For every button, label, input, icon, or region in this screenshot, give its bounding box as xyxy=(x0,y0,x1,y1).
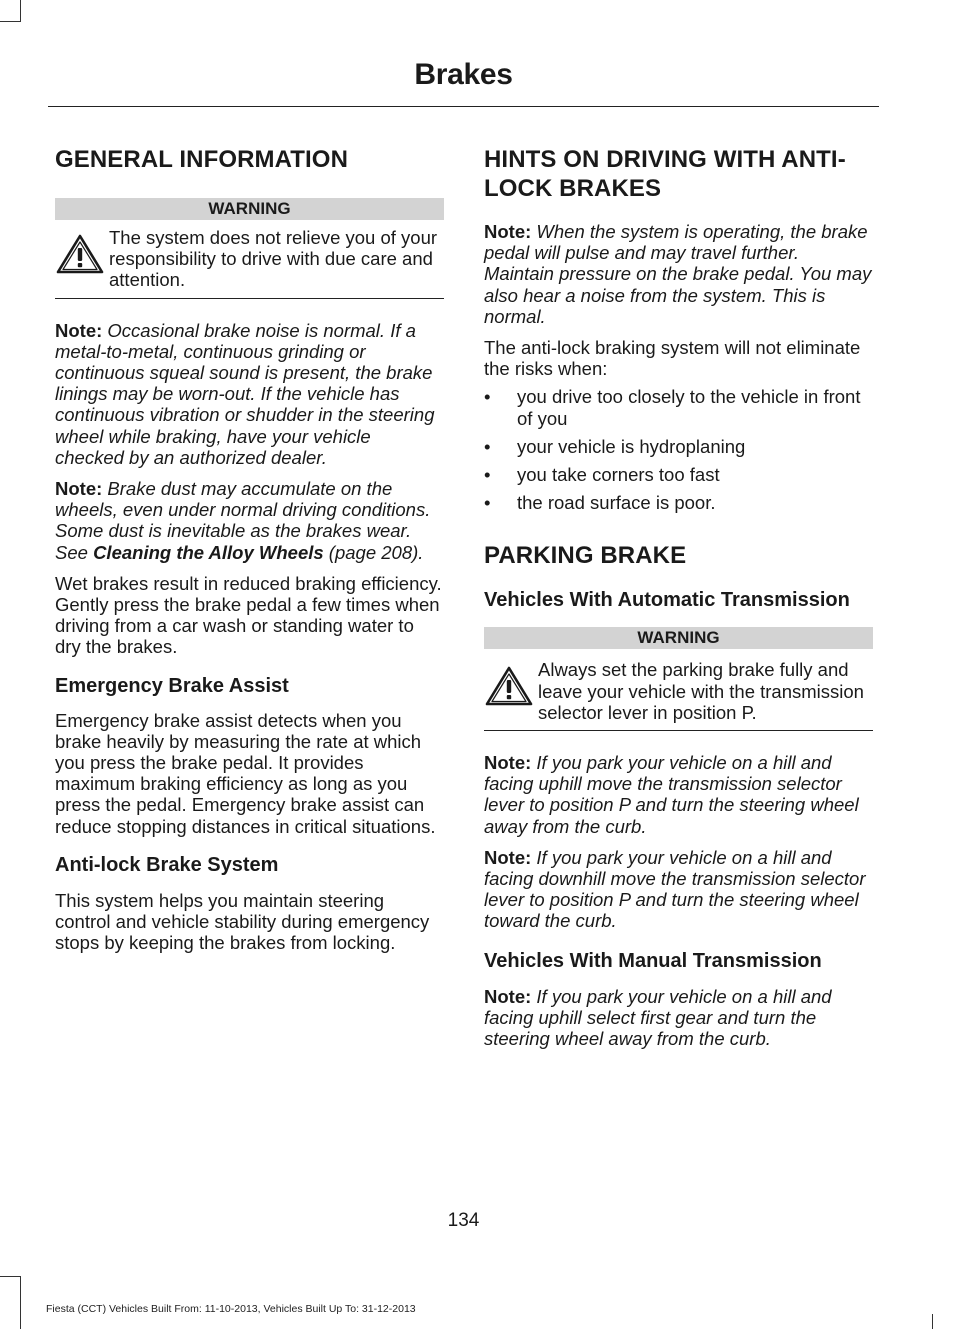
note-brake-dust xyxy=(55,478,444,563)
warning-box xyxy=(484,649,873,730)
section-title-anti-lock-hints: HINTS ON DRIVING WITH ANTI-LOCK BRAKES xyxy=(484,146,846,202)
paragraph-anti-lock-brake-system: This system helps you maintain steering control and vehicle stability during emergency stops by keeping the brakes from locking. xyxy=(55,889,430,954)
note-text: If you park your vehicle on a hill and facing uphill select first gear and turn the steering wheel away from the curb. xyxy=(484,985,832,1050)
bullet: • xyxy=(484,464,491,486)
note-park-downhill-automatic xyxy=(484,847,873,932)
list-item-text: you drive too closely to the vehicle in front of you xyxy=(517,386,861,429)
warning-triangle-icon xyxy=(55,233,105,275)
crop-mark xyxy=(932,1314,933,1329)
crop-mark xyxy=(0,21,20,22)
list-item xyxy=(484,464,873,485)
heading-anti-lock-brake-system: Anti-lock Brake System xyxy=(55,853,279,876)
crop-mark xyxy=(20,1276,21,1329)
note-label: Note: xyxy=(55,478,103,500)
note-label: Note: xyxy=(484,985,532,1007)
paragraph-emergency-brake-assist: Emergency brake assist detects when you brake heavily by measuring the rate at which you press the brake pedal. It provides maximum braking efficiency as long as you press the pedal. Emergency brake assist can reduce stopping distances in critical situations. xyxy=(55,709,436,837)
bullet: • xyxy=(484,492,491,514)
list-item xyxy=(484,492,873,513)
list-item xyxy=(484,436,873,457)
heading-manual-transmission: Vehicles With Manual Transmission xyxy=(484,949,822,972)
note-park-uphill-automatic xyxy=(484,752,873,837)
note-label: Note: xyxy=(484,221,532,242)
note-anti-lock-operation xyxy=(484,221,873,327)
risk-list xyxy=(484,386,873,513)
section-title-general-information: GENERAL INFORMATION xyxy=(55,146,349,173)
title-divider xyxy=(48,106,879,107)
warning-box xyxy=(55,220,444,298)
note-text: (page 208). xyxy=(323,541,424,563)
paragraph-anti-lock-intro: The anti-lock braking system will not eliminate the risks when: xyxy=(484,337,861,380)
warning-label: WARNING xyxy=(484,627,873,649)
paragraph-wet-brakes: Wet brakes result in reduced braking efficiency. Gently press the brake pedal a few times when driving from a car wash or standing water to dry the brakes. xyxy=(55,572,442,658)
list-item-text: you take corners too fast xyxy=(517,464,720,486)
crop-mark xyxy=(20,0,21,22)
warning-text: Always set the parking brake fully and leave your vehicle with the transmission selector lever in position P. xyxy=(538,659,864,723)
note-park-uphill-manual xyxy=(484,986,873,1050)
heading-automatic-transmission: Vehicles With Automatic Transmission xyxy=(484,589,850,612)
cross-reference-link[interactable]: Cleaning the Alloy Wheels xyxy=(93,541,324,563)
page-title: Brakes xyxy=(414,58,513,91)
note-text: Brake dust may accumulate on the wheels, even under normal driving conditions. Some dust is inevitable as the brakes wear. See xyxy=(55,478,431,563)
page-number: 134 xyxy=(447,1210,480,1231)
left-column xyxy=(55,145,444,953)
note-label: Note: xyxy=(55,319,103,341)
warning-label: WARNING xyxy=(55,198,444,220)
right-column xyxy=(484,145,873,1049)
bullet: • xyxy=(484,435,491,457)
note-text: When the system is operating, the brake pedal will pulse and may travel further. Maintain pressure on the brake pedal. You may also hear a noise from the system. This is normal. xyxy=(484,221,872,327)
bullet: • xyxy=(484,386,491,408)
note-text: If you park your vehicle on a hill and facing downhill move the transmission selector lever to position P and turn the steering wheel toward the curb. xyxy=(484,846,866,932)
footer-vehicle-info: Fiesta (CCT) Vehicles Built From: 11-10-2013, Vehicles Built Up To: 31-12-2013 xyxy=(46,1303,416,1315)
list-item-text: the road surface is poor. xyxy=(517,492,716,514)
warning-text: The system does not relieve you of your responsibility to drive with due care and attention. xyxy=(109,227,438,291)
section-title-parking-brake: PARKING BRAKE xyxy=(484,542,687,570)
list-item xyxy=(484,386,873,428)
note-text: Occasional brake noise is normal. If a metal-to-metal, continuous grinding or continuous squeal sound is present, the brake linings may be worn-out. If the vehicle has continuous vibration or shudder in the steering wheel while braking, have your vehicle checked by an authorized dealer. xyxy=(55,319,435,468)
note-label: Note: xyxy=(484,752,532,774)
heading-emergency-brake-assist: Emergency Brake Assist xyxy=(55,674,289,697)
note-text: If you park your vehicle on a hill and facing uphill move the transmission selector lever to position P and turn the steering wheel away from the curb. xyxy=(484,752,859,837)
crop-mark xyxy=(0,1276,20,1277)
warning-triangle-icon xyxy=(484,665,534,707)
note-brake-noise xyxy=(55,320,444,468)
list-item-text: your vehicle is hydroplaning xyxy=(517,435,746,457)
note-label: Note: xyxy=(484,846,532,868)
